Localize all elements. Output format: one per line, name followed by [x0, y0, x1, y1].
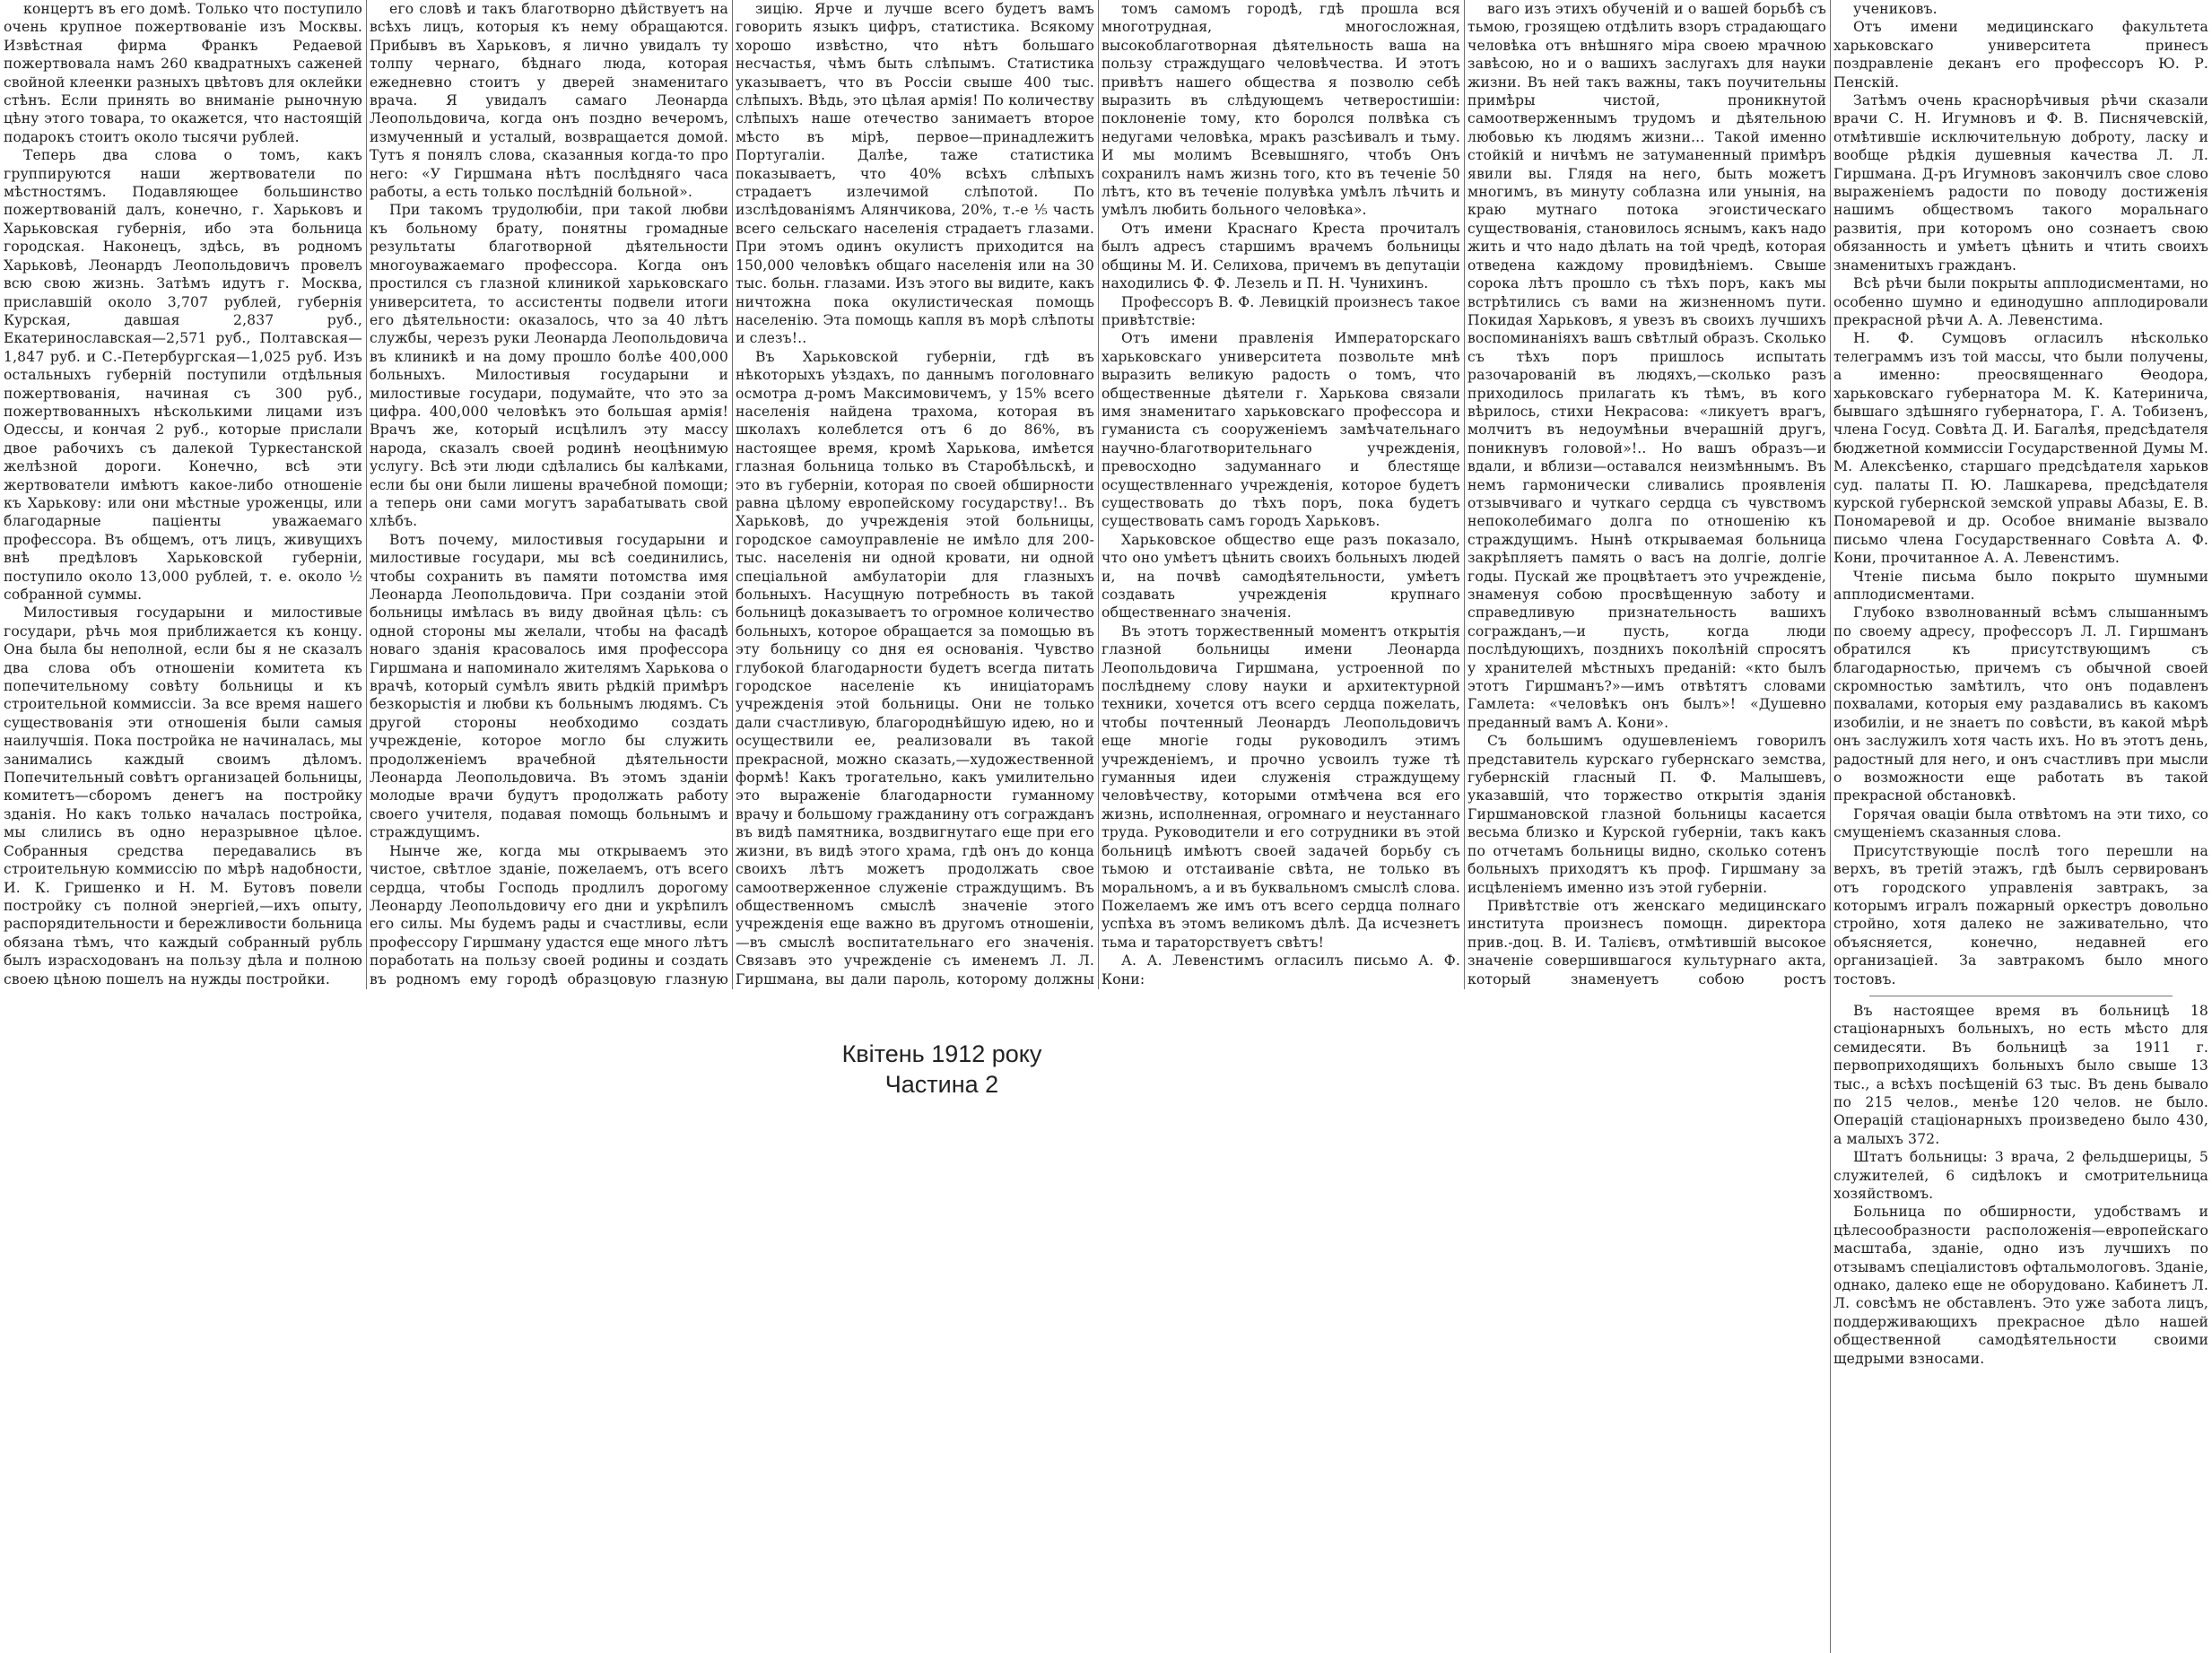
paragraph: Привѣтствіе отъ женскаго медицинскаго института произнесъ помощн. директора прив.-доц. В. И. Талієвъ, отмѣтившій высокое значеніе совершившагося культурнаго акта, который знаменуетъ собою ростъ [1467, 897, 1826, 987]
paragraph: Присутствующіе послѣ того перешли на верхъ, въ третій этажъ, гдѣ былъ сервированъ отъ городского управленія завтракъ, за которымъ игралъ пожарный оркестръ довольно стройно, хотя далеко не заживательно, что объясняется, конечно, недавней его организаціей. За завтракомъ было много тостовъ. [1833, 842, 2208, 987]
paragraph: ваго изъ этихъ обученій и о вашей борьбѣ съ тьмою, грозящею отдѣлить взоръ страдающаго человѣка отъ внѣшняго міра своею мрачною завѣсою, но и о вашихъ заслугахъ для науки жизни. Въ ней такъ важны, такъ поучительны примѣры чистой, проникнутой самоотверженнымъ трудомъ и дѣятельною любовью къ людямъ жизни... Такой именно стойкій и ничѣмъ не затуманенный примѣръ явили вы. Глядя на него, быть можетъ многимъ, въ минуту соблазна или унынія, на краю мутнаго потока эгоистическаго существованія, становилось яснымъ, какъ надо жить и что надо дѣлать на той чредѣ, которая отведена каждому провидѣніемъ. Свыше сорока лѣтъ прошло съ тѣхъ поръ, какъ мы встрѣтились съ вами на жизненномъ пути. Покидая Харьковъ, я увезъ въ своихъ лучшихъ воспоминаніяхъ вашъ свѣтлый образъ. Сколько съ тѣхъ поръ пришлось испытать разочарованій въ людяхъ,—сколько разъ приходилось прилагать къ тѣмъ, въ кого вѣрилось, стихи Некрасова: «ликуетъ врагъ, молчитъ въ недоумѣньи вчерашній другъ, поникнувъ головой»!.. Но вашъ образъ—и вдали, и вблизи—оставался неизмѣннымъ. Въ немъ гармонически сливались проявленія отзывчиваго и чуткаго сердца съ чувствомъ непоколебимаго долга по отношенію къ страждущимъ. Нынѣ открываемая больница закрѣпляетъ память о васъ на долгіе, долгіе годы. Пускай же процвѣтаетъ это учрежденіе, знаменуя собою просвѣщенную заботу и справедливую признательность вашихъ согражданъ,—и пусть, когда люди послѣдующихъ, позднихъ поколѣній спросятъ у хранителей мѣстныхъ преданій: «кто былъ этотъ Гиршманъ?»—имъ отвѣтятъ словами Гамлета: «человѣкъ онъ былъ»! «Душевно преданный вамъ А. Кони». [1467, 1, 1826, 731]
newspaper-columns [4, 0, 2208, 1653]
paragraph: Штатъ больницы: 3 врача, 2 фельдшерицы, 5 служителей, 6 сидѣлокъ и смотрительница хозяйствомъ. [1833, 1149, 2208, 1202]
column-5 [1467, 0, 1826, 989]
column-4 [1102, 0, 1460, 989]
paragraph: Отъ имени правленія Императорскаго харьковскаго университета позвольте мнѣ выразить великую радость о томъ, что общественные дѣятели г. Харькова связали имя знаменитаго харьковскаго профессора и гуманиста съ сооруженіемъ замѣчательнаго научно-благотворительнаго учрежденія, превосходно задуманнаго и блестяще осуществленнаго учрежденія, которое будетъ существовать до тѣхъ поръ, пока будетъ существовать самъ городъ Харьковъ. [1102, 330, 1460, 530]
paragraph: Въ Харьковской губерніи, гдѣ въ нѣкоторыхъ уѣздахъ, по даннымъ поголовнаго осмотра д-ромъ Максимовичемъ, у 15% всего населенія найдена трахома, которая въ школахъ колеблется отъ 6 до 86%, въ настоящее время, кромѣ Харькова, имѣется глазная больница только въ Старобѣльскѣ, и это въ губерніи, которая по своей обширности равна цѣлому европейскому государству!.. Въ Харьковѣ, до учрежденія этой больницы, городское самоуправленіе не имѣло для 200-тыс. населенія ни одной кровати, ни одной спеціальной амбулаторіи для глазныхъ больныхъ. Насущную потребность въ такой больницѣ доказываетъ то огромное количество больныхъ, которое обращается за помощью въ эту больницу со дня ея основанія. Чувство глубокой благодарности будетъ всегда питать городское населеніе къ иниціаторамъ учрежденія этой больницы. Они не только дали счастливую, благороднѣйшую идею, но и осуществили ее, реализовали въ такой прекрасной, можно сказать,—художественной формѣ! Какъ трогательно, какъ умилительно это выраженіе благодарности гуманному врачу и большому гражданину отъ согражданъ въ видѣ памятника, воздвигнутаго еще при его жизни, въ видѣ этого храма, гдѣ онъ до конца своихъ лѣтъ можетъ продолжать свое самоотверженное служеніе страждущимъ. Въ общественномъ смыслѣ значеніе этого учрежденія еще важно въ другомъ отношеніи,—въ смыслѣ воспитательнаго его значенія. Связавъ это учрежденіе съ именемъ Л. Л. Гиршмана, вы дали пароль, которому должны [736, 348, 1094, 987]
paragraph: Отъ имени медицинскаго факультета харьковскаго университета принесъ поздравленіе деканъ его профессоръ Ю. Р. Пенскій. [1833, 19, 2208, 91]
paragraph: Всѣ рѣчи были покрыты апплодисментами, но особенно шумно и единодушно апплодировали прекрасной рѣчи А. А. Левенстима. [1833, 275, 2208, 328]
column-2 [370, 0, 728, 989]
paragraph: Горячая оваціи была отвѣтомъ на эти тихо, со смущеніемъ сказанныя слова. [1833, 805, 2208, 841]
paragraph: Н. Ф. Сумцовъ огласилъ нѣсколько телеграммъ изъ той массы, что были получены, а именно: преосвященнаго Ѳеодора, харьковскаго губернатора М. К. Катеринича, бывшаго здѣшняго губернатора, Г. А. Тобизенъ, члена Госуд. Совѣта Д. И. Багалѣя, предсѣдателя бюджетной коммиссіи Государственной Думы М. М. Алексѣенко, старшаго предсѣдателя харьков суд. палаты П. Ю. Лашкарева, предсѣдателя курской губернской земской управы Абазы, Е. В. Пономаревой и др. Особое вниманіе вызвало письмо члена Государственнаго Совѣта А. Ф. Кони, прочитанное А. А. Левенстимъ. [1833, 330, 2208, 567]
paragraph: Милостивыя государыни и милостивые государи, рѣчь моя приближается къ концу. Она была бы неполной, если бы я не сказалъ два слова объ отношеніи комитета къ попечительному совѣту больницы и къ строительной коммиссіи. За все время нашего существованія эти отношенія были самыя наилучшія. Пока постройка не начиналась, мы занимались каждый своимъ дѣломъ. Попечительный совѣтъ организацей больницы, комитетъ—сборомъ денегъ на постройку зданія. Но какъ только началась постройка, мы слились въ одно неразрывное цѣлое. Собранныя средства передавались въ строительную коммиссію по мѣрѣ надобности, И. К. Гришенко и Н. М. Бутовъ повели постройку съ полной энергіей,—ихъ опыту, распорядительности и бережливости больница обязана тѣмъ, что каждый собранный рубль былъ израсходованъ на пользу дѣла и полною своею цѣною пошелъ на нужды постройки. [4, 605, 362, 987]
paragraph: Отъ имени Краснаго Креста прочиталъ былъ адресъ старшимъ врачемъ больницы общины М. И. Селихова, причемъ въ депутаціи находились Ф. Ф. Лезель и П. Н. Чунихинъ. [1102, 220, 1460, 292]
column-rule [1464, 0, 1465, 989]
column-1 [4, 0, 362, 989]
paragraph: Затѣмъ очень краснорѣчивыя рѣчи сказали врачи С. Н. Игумновъ и Ф. В. Писнячевскій, отмѣтившіе исключительную доброту, ласку и вообще рѣдкія душевныя качества Л. Л. Гиршмана. Д-ръ Игумновъ закончилъ свое слово выраженіемъ радости по поводу достиженія нашимъ обществомъ такого моральнаго развитія, при которомъ оно сознаетъ свою обязанность и умѣетъ цѣнить и чтить своихъ знаменитыхъ гражданъ. [1833, 92, 2208, 274]
page-caption [628, 1039, 1256, 1100]
paragraph: Съ большимъ одушевленіемъ говорилъ представитель курскаго губернскаго земства, губернскій гласный П. Ф. Малышевъ, указавшій, что торжество открытія зданія Гиршмановской глазной больницы касается весьма близко и Курской губерніи, такъ какъ по отчетамъ больницы видно, сколько сотенъ больныхъ приходятъ къ проф. Гиршману за исцѣленіемъ именно изъ этой губерніи. [1467, 733, 1826, 896]
paragraph: Чтеніе письма было покрыто шумными апплодисментами. [1833, 568, 2208, 603]
caption-part: Частина 2 [884, 1071, 999, 1098]
paragraph: учениковъ. [1853, 1, 1938, 17]
caption-date: Квітень 1912 року [841, 1040, 1042, 1067]
column-rule [366, 0, 367, 989]
paragraph: Вотъ почему, милостивыя государыни и милостивые государи, мы всѣ соединились, чтобы сохранить въ памяти потомства имя Леонарда Леопольдовича. При созданіи этой больницы имѣлась въ виду двойная цѣль: съ одной стороны мы желали, чтобы на фасадѣ новаго зданія красовалось имя профессора Гиршмана и напоминало жителямъ Харькова о врачѣ, который сумѣлъ явить рѣдкій примѣръ безкорыстія и любви къ больнымъ людямъ. Съ другой стороны необходимо создать учрежденіе, которое могло бы служить продолженіемъ врачебной дѣятельности Леонарда Леопольдовича. Въ этомъ зданіи молодые врачи будутъ продолжать работу своего учителя, подавая помощь больнымъ и страждущимъ. [370, 531, 728, 841]
paragraph: концертъ въ его домѣ. Только что поступило очень крупное пожертвованіе изъ Москвы. Извѣстная фирма Франкъ Рeдаевой пожертвовала намъ 260 квадратныхъ саженей свойной клеенки разныхъ цвѣтовъ для оклейки стѣнъ. Если принять во вниманіе рыночную цѣну этого товара, то окажется, что настоящій подарокъ стоитъ около тысячи рублей. [4, 1, 362, 145]
paragraph: Харьковское общество еще разъ показало, что оно умѣетъ цѣнить своихъ больныхъ людей и, на почвѣ самодѣятельности, умѣетъ создавать учрежденія крупнаго общественнаго значенія. [1102, 531, 1460, 622]
paragraph: Въ настоящее время въ больницѣ 18 стаціонарныхъ больныхъ, но есть мѣсто для семидесяти. Въ больницѣ за 1911 г. первоприходящихъ больныхъ было свыше 13 тыс., а всѣхъ посѣщеній 63 тыс. Въ день бывало по 215 челов., менѣе 120 челов. не было. Операцій стаціонарныхъ произведено было 430, а малыхъ 372. [1833, 1002, 2208, 1147]
column-rule [732, 0, 733, 989]
paragraph [1102, 988, 1460, 989]
paragraph: Теперь два слова о томъ, какъ группируются наши жертвователи по мѣстностямъ. Подавляющее большинство пожертвованій далъ, конечно, г. Харьковъ и Харьковская губернія, ибо эта больница городская. Наконецъ, здѣсь, въ родномъ Харьковѣ, Леонардъ Леопольдовичъ провелъ всю свою жизнь. Затѣмъ идутъ г. Москва, приславшій около 3,707 рублей, губернія Курская, давшая 2,837 руб., Екатеринославская—2,571 руб., Полтавская—1,847 руб. и С.-Петербургская—1,025 руб. Изъ остальныхъ губерній поступили отдѣльныя пожертвованія, начиная съ 300 руб., пожертвованныхъ нѣсколькими лицами изъ Одессы, и кончая 2 руб., которые прислали двое рабочихъ съ далекой Туркестанской желѣзной дороги. Конечно, всѣ эти жертвователи имѣютъ какое-либо отношеніе къ Харькову: или они мѣстные уроженцы, или благодарные паціенты уважаемаго профессора. Въ общемъ, отъ лицъ, живущихъ внѣ предѣловъ Харьковской губерніи, поступило около 13,000 рублей, т. е. около ½ собранной суммы. [4, 147, 362, 603]
paragraph: Больница по обширности, удобствамъ и цѣлесообразности расположенія—европейскаго масштаба, зданіе, одно изъ лучшихъ по отзывамъ спеціалистовъ офтальмологовъ. Зданіе, однако, далеко еще не оборудовано. Кабинетъ Л. Л. совсѣмъ не обставленъ. Это уже забота лицъ, поддерживающихъ прекрасное дѣло нашей общественной самодѣятельности своими щедрыми взносами. [1833, 1204, 2208, 1367]
paragraph: Профессоръ В. Ф. Левицкій произнесъ такое привѣтствіе: [1102, 293, 1460, 328]
column-rule [1098, 0, 1099, 989]
paragraph [4, 988, 362, 989]
column-rule [1830, 0, 1831, 1653]
paragraph: А. А. Левенстимъ огласилъ письмо А. Ф. Кони: [1102, 953, 1460, 987]
paragraph: Нынче же, когда мы открываемъ это чистое, свѣтлое зданіе, пожелаемъ, отъ всего сердца, чтобы Господь продлилъ дорогому Леонарду Леопольдовичу его дни и укрѣпилъ его силы. Мы будемъ рады и счастливы, если профессору Гиршману удастся еще много лѣтъ поработать на пользу своей родины и создать въ родномъ ему городѣ образцовую глазную [370, 842, 728, 987]
column-3 [736, 0, 1094, 989]
paragraph: При такомъ трудолюбіи, при такой любви къ больному брату, понятны громадные результаты благотворной дѣятельности многоуважаемаго профессора. Когда онъ простился съ глазной клиникой харьковскаго университета, то ассистенты подвели итоги его дѣятельности: оказалось, что за 40 лѣтъ службы, черезъ руки Леонарда Леопольдовича въ клиникѣ и на дому прошло болѣе 400,000 больныхъ. Милостивыя государыни и милостивые государи, подумайте, что это за цифра. 400,000 человѣкъ это большая армія! Врачъ же, который исцѣлилъ эту массу народа, сказалъ своей родинѣ неоцѣнимую услугу. Всѣ эти люди сдѣлались бы калѣками, если бы они были лишены врачебной помощи; а теперь они сами могутъ зарабатывать свой хлѣбъ. [370, 202, 728, 530]
column-6 [1833, 0, 2208, 1653]
paragraph: зицію. Ярче и лучше всего будетъ вамъ говорить языкъ цифръ, статистика. Всякому хорошо извѣстно, что нѣтъ большаго несчастья, чѣмъ быть слѣпымъ. Статистика указываетъ, что въ Россіи свыше 400 тыс. слѣпыхъ. Вѣдь, это цѣлая армія! По количеству слѣпыхъ наше отечество занимаетъ второе мѣсто въ мірѣ, первое—принадлежитъ Португаліи. Далѣе, таже статистика показываетъ, что 40% всѣхъ слѣпыхъ страдаетъ излечимой слѣпотой. По изслѣдованіямъ Алянчикова, 20%, т.-е ⅕ часть всего сельскаго населенія страдаетъ глазами. При этомъ одинъ окулистъ приходится на 150,000 человѣкъ общаго населенія или на 30 тыс. больн. глазами. Изъ этого вы видите, какъ ничтожна пока окулистическая помощь населенію. Эта помощь капля въ морѣ слѣпоты и слезъ!.. [736, 1, 1094, 347]
paragraph: томъ самомъ городѣ, гдѣ прошла вся многотрудная, многосложная, высокоблаготворная дѣятельность ваша на пользу страждущаго человѣчества. И этотъ привѣтъ нашего общества я позволю себѣ выразить въ слѣдующемъ четверостишіи: поклоненіе тому, кто боролся полвѣка съ недугами человѣка, мракъ разсѣивалъ и тьму. И мы молимъ Всевышняго, чтобъ Онъ сохранилъ намъ жизнь того, кто въ теченіе 50 лѣтъ, кто въ теченіе полувѣка умѣлъ лѣчить и умѣлъ любить больного человѣка». [1102, 1, 1460, 219]
paragraph: его словѣ и такъ благотворно дѣйствуетъ на всѣхъ лицъ, которыя къ нему обращаются. Прибывъ въ Харьковъ, я лично увидалъ ту толпу чернаго, бѣднаго люда, которая ежедневно стоитъ у дверей знаменитаго врача. Я увидалъ самаго Леонарда Леопольдовича, когда онъ поздно вечеромъ, измученный и усталый, возвращается домой. Тутъ я понялъ слова, сказанныя когда-то про него: «У Гиршмана нѣтъ послѣдняго часа работы, а есть только послѣдній больной». [370, 1, 728, 201]
paragraph: Въ этотъ торжественный моментъ открытія глазной больницы имени Леонарда Леопольдовича Гиршмана, устроенной по послѣднему слову науки и архитектурной техники, хочется отъ всего сердца пожелать, чтобы почтенный Леонардъ Леопольдовичъ еще многіе годы руководилъ этимъ учрежденіемъ, и прочно усвоилъ туже тѣ гуманныя идеи служенія страждущему человѣчеству, которыми отмѣчена вся его жизнь, исполненная, огромнаго и неустаннаго труда. Руководители и его сотрудники въ этой больницѣ имѣютъ своей задачей борьбу съ тьмою и отстаиваніе свѣта, не только въ моральномъ, а и въ буквальномъ смыслѣ слова. Пожелаемъ же имъ отъ всего сердца полнаго успѣха въ этомъ великомъ дѣлѣ. Да исчезнетъ тьма и тараторствуетъ свѣтъ! [1102, 622, 1460, 951]
paragraph: Глубоко взволнованный всѣмъ слышаннымъ по своему адресу, профессоръ Л. Л. Гиршманъ обратился къ присутствующимъ съ благодарностью, причемъ съ обычной своей скромностью замѣтилъ, что онъ подавленъ похвалами, которыя ему раздавались въ какомъ изобиліи, и не знаетъ по совѣсти, въ какой мѣрѣ онъ заслужилъ хотя часть ихъ. Но въ этотъ день, радостный для него, и онъ счастливъ при мысли о возможности еще работать въ такой прекрасной обстановкѣ. [1833, 605, 2208, 805]
